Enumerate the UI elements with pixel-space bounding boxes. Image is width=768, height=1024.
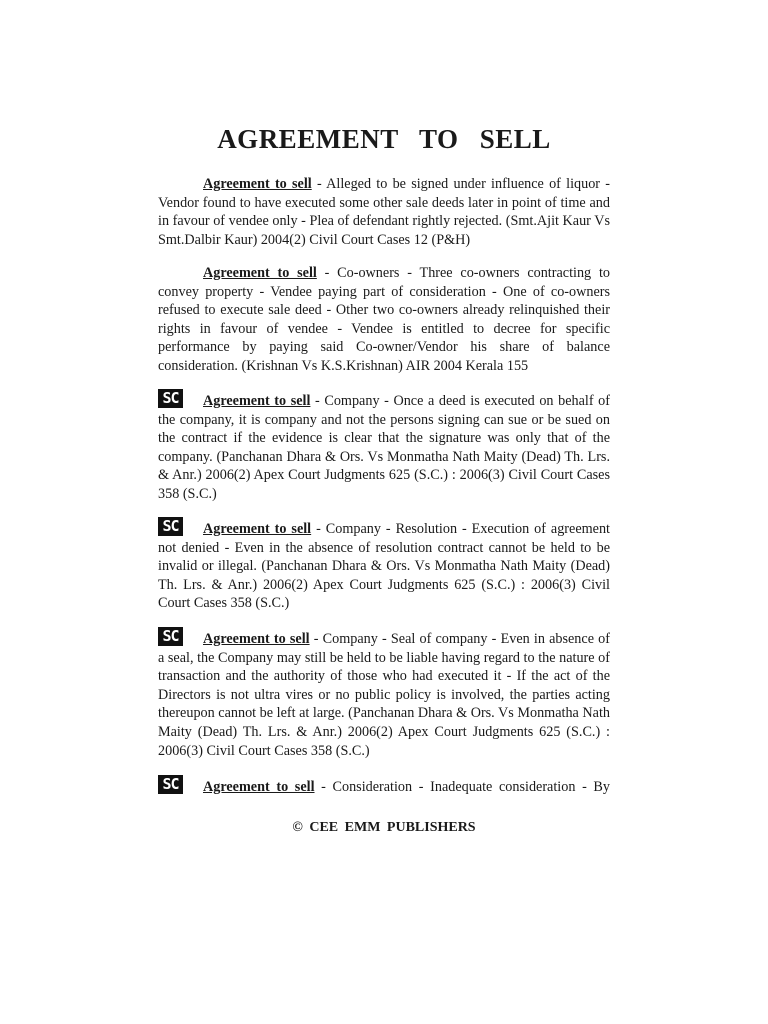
entry-2 bbox=[158, 264, 610, 376]
supreme-court-icon: SC bbox=[158, 775, 183, 794]
entry-text: - Alleged to be signed under influence of liquor - Vendor found to have executed some other sale deeds later in point of time and in favour of vendee only - Plea of defendant rightly rejected. (Smt.Ajit Kaur Vs Smt.Dalbir Kaur) 2004(2) Civil Court Cases 12 (P&H) bbox=[158, 176, 610, 248]
entry-text: - Company - Once a deed is executed on behalf of the company, it is company and not the persons signing can sue or be sued on the contract if the evidence is clear that the signature was only that of the company. (Panchanan Dhara & Ors. Vs Monmatha Nath Maity (Dead) Th. Lrs. & Anr.) 2006(2) Apex Court Judgments 625 (S.C.) : 2006(3) Civil Court Cases 358 (S.C.) bbox=[158, 393, 610, 502]
entry-heading: Agreement to sell bbox=[203, 176, 312, 192]
entry-3 bbox=[158, 392, 610, 504]
entry-text: - Company - Seal of company - Even in absence of a seal, the Company may still be held to be liable having regard to the nature of transaction and the authority of those who had executed it - If the act of the Directors is not ultra vires or no public policy is involved, the parties acting thereupon cannot be left at large. (Panchanan Dhara & Ors. Vs Monmatha Nath Maity (Dead) Th. Lrs. & Anr.) 2006(2) Apex Court Judgments 625 (S.C.) : 2006(3) Civil Court Cases 358 (S.C.) bbox=[158, 631, 610, 759]
entry-1 bbox=[158, 175, 610, 249]
entry-heading: Agreement to sell bbox=[203, 265, 317, 281]
entry-text: - Company - Resolution - Execution of agreement not denied - Even in the absence of resolution contract cannot be held to be invalid or illegal. (Panchanan Dhara & Ors. Vs Monmatha Nath Maity (Dead) Th. Lrs. & Anr.) 2006(2) Apex Court Judgments 625 (S.C.) : 2006(3) Civil Court Cases 358 (S.C.) bbox=[158, 521, 610, 612]
entry-heading: Agreement to sell bbox=[203, 521, 312, 537]
supreme-court-icon: SC bbox=[158, 627, 183, 646]
supreme-court-icon: SC bbox=[158, 389, 183, 408]
supreme-court-icon: SC bbox=[158, 517, 183, 536]
publisher-footer: © CEE EMM PUBLISHERS bbox=[292, 820, 476, 835]
entry-heading: Agreement to sell bbox=[203, 631, 310, 647]
entry-heading: Agreement to sell bbox=[203, 779, 315, 795]
entry-text: - Consideration - Inadequate consideration - By bbox=[314, 779, 610, 795]
entry-5 bbox=[158, 630, 610, 760]
entry-4 bbox=[158, 520, 610, 613]
page-title: AGREEMENT TO SELL bbox=[217, 124, 551, 154]
entry-6 bbox=[158, 778, 610, 797]
entry-text: - Co-owners - Three co-owners contracting to convey property - Vendee paying part of consideration - One of co-owners refused to execute sale deed - Other two co-owners already relinquished their rights in favour of vendee - Vendee is entitled to decree for specific performance by paying said Co-owner/Vendor his share of balance consideration. (Krishnan Vs K.S.Krishnan) AIR 2004 Kerala 155 bbox=[158, 265, 610, 374]
entry-heading: Agreement to sell bbox=[203, 393, 311, 409]
